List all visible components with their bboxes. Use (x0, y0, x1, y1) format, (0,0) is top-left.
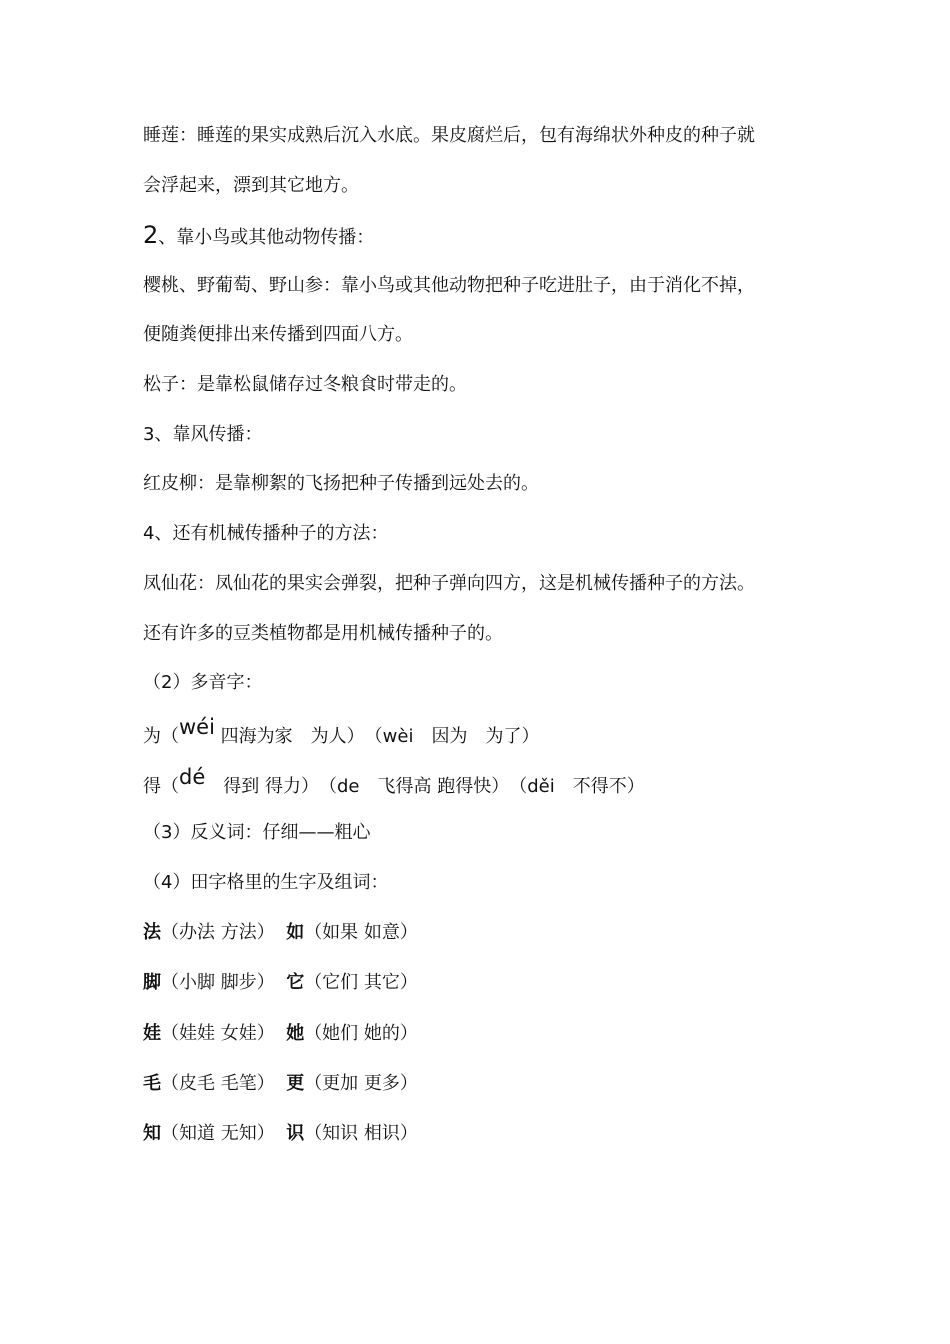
vocab-char: 它 (286, 972, 305, 993)
polyphone-char: 为（ (143, 726, 179, 747)
vocab-row (143, 1072, 418, 1096)
vocab-char: 毛 (143, 1073, 161, 1094)
vocab-char: 法 (143, 922, 161, 943)
vocab-row (143, 1122, 418, 1146)
paragraph-line: 还有许多的豆类植物都是用机械传播种子的。 (143, 623, 503, 644)
vocab-char: 识 (286, 1123, 305, 1144)
section-number: 2 (143, 221, 159, 249)
vocab-words: （皮毛 毛笔） (161, 1073, 275, 1094)
paragraph-line: 樱桃、野葡萄、野山参：靠小鸟或其他动物把种子吃进肚子，由于消化不掉， (143, 275, 755, 296)
paragraph-line: 会浮起来，漂到其它地方。 (143, 175, 359, 196)
polyphone-wei-line (143, 715, 540, 749)
paragraph-line: 红皮柳：是靠柳絮的飞扬把种子传播到远处去的。 (143, 473, 539, 494)
vocab-words: （更加 更多） (304, 1073, 418, 1094)
polyphone-char: 得（ (143, 776, 179, 797)
section-heading: 4、还有机械传播种子的方法： (143, 523, 389, 544)
section-heading: 3、靠风传播： (143, 424, 263, 445)
vocab-char: 知 (143, 1123, 161, 1144)
polyphone-words: 得到 得力） （de 飞得高 跑得快） （děi 不得不） (205, 776, 645, 797)
vocab-row (143, 971, 418, 995)
vocab-words: （知识 相识） (304, 1123, 418, 1144)
polyphone-words: 四海为家 为人） （wèi 因为 为了） (214, 726, 540, 747)
vocab-row (143, 921, 418, 945)
vocab-words: （知道 无知） (161, 1123, 275, 1144)
polyphone-de-line (143, 765, 645, 799)
section-heading-text: 、靠小鸟或其他动物传播： (158, 227, 375, 248)
vocab-words: （她们 她的） (304, 1023, 418, 1044)
vocab-char: 如 (286, 922, 305, 943)
vocab-words: （它们 其它） (304, 972, 418, 993)
vocab-words: （办法 方法） (161, 922, 275, 943)
paragraph-line: 睡莲：睡莲的果实成熟后沉入水底。果皮腐烂后，包有海绵状外种皮的种子就 (143, 125, 755, 146)
vocab-words: （娃娃 女娃） (161, 1023, 275, 1044)
vocab-row (143, 1022, 418, 1046)
vocab-words: （如果 如意） (304, 922, 418, 943)
paragraph-line: 便随粪便排出来传播到四面八方。 (143, 324, 413, 345)
vocab-char: 更 (286, 1073, 305, 1094)
vocab-char: 脚 (143, 972, 161, 993)
pinyin: wéi (179, 715, 215, 739)
subsection-heading: （2）多音字： (143, 672, 263, 693)
paragraph-line: 凤仙花：凤仙花的果实会弹裂，把种子弹向四方，这是机械传播种子的方法。 (143, 573, 755, 594)
pinyin: dé (179, 765, 206, 789)
vocab-char: 娃 (143, 1023, 161, 1044)
vocab-words: （小脚 脚步） (161, 972, 275, 993)
paragraph-line: 松子：是靠松鼠储存过冬粮食时带走的。 (143, 374, 467, 395)
subsection-heading: （4）田字格里的生字及组词： (143, 872, 389, 893)
vocab-char: 她 (286, 1023, 305, 1044)
antonym-line: （3）反义词：仔细——粗心 (143, 822, 371, 843)
section-heading (143, 223, 374, 250)
